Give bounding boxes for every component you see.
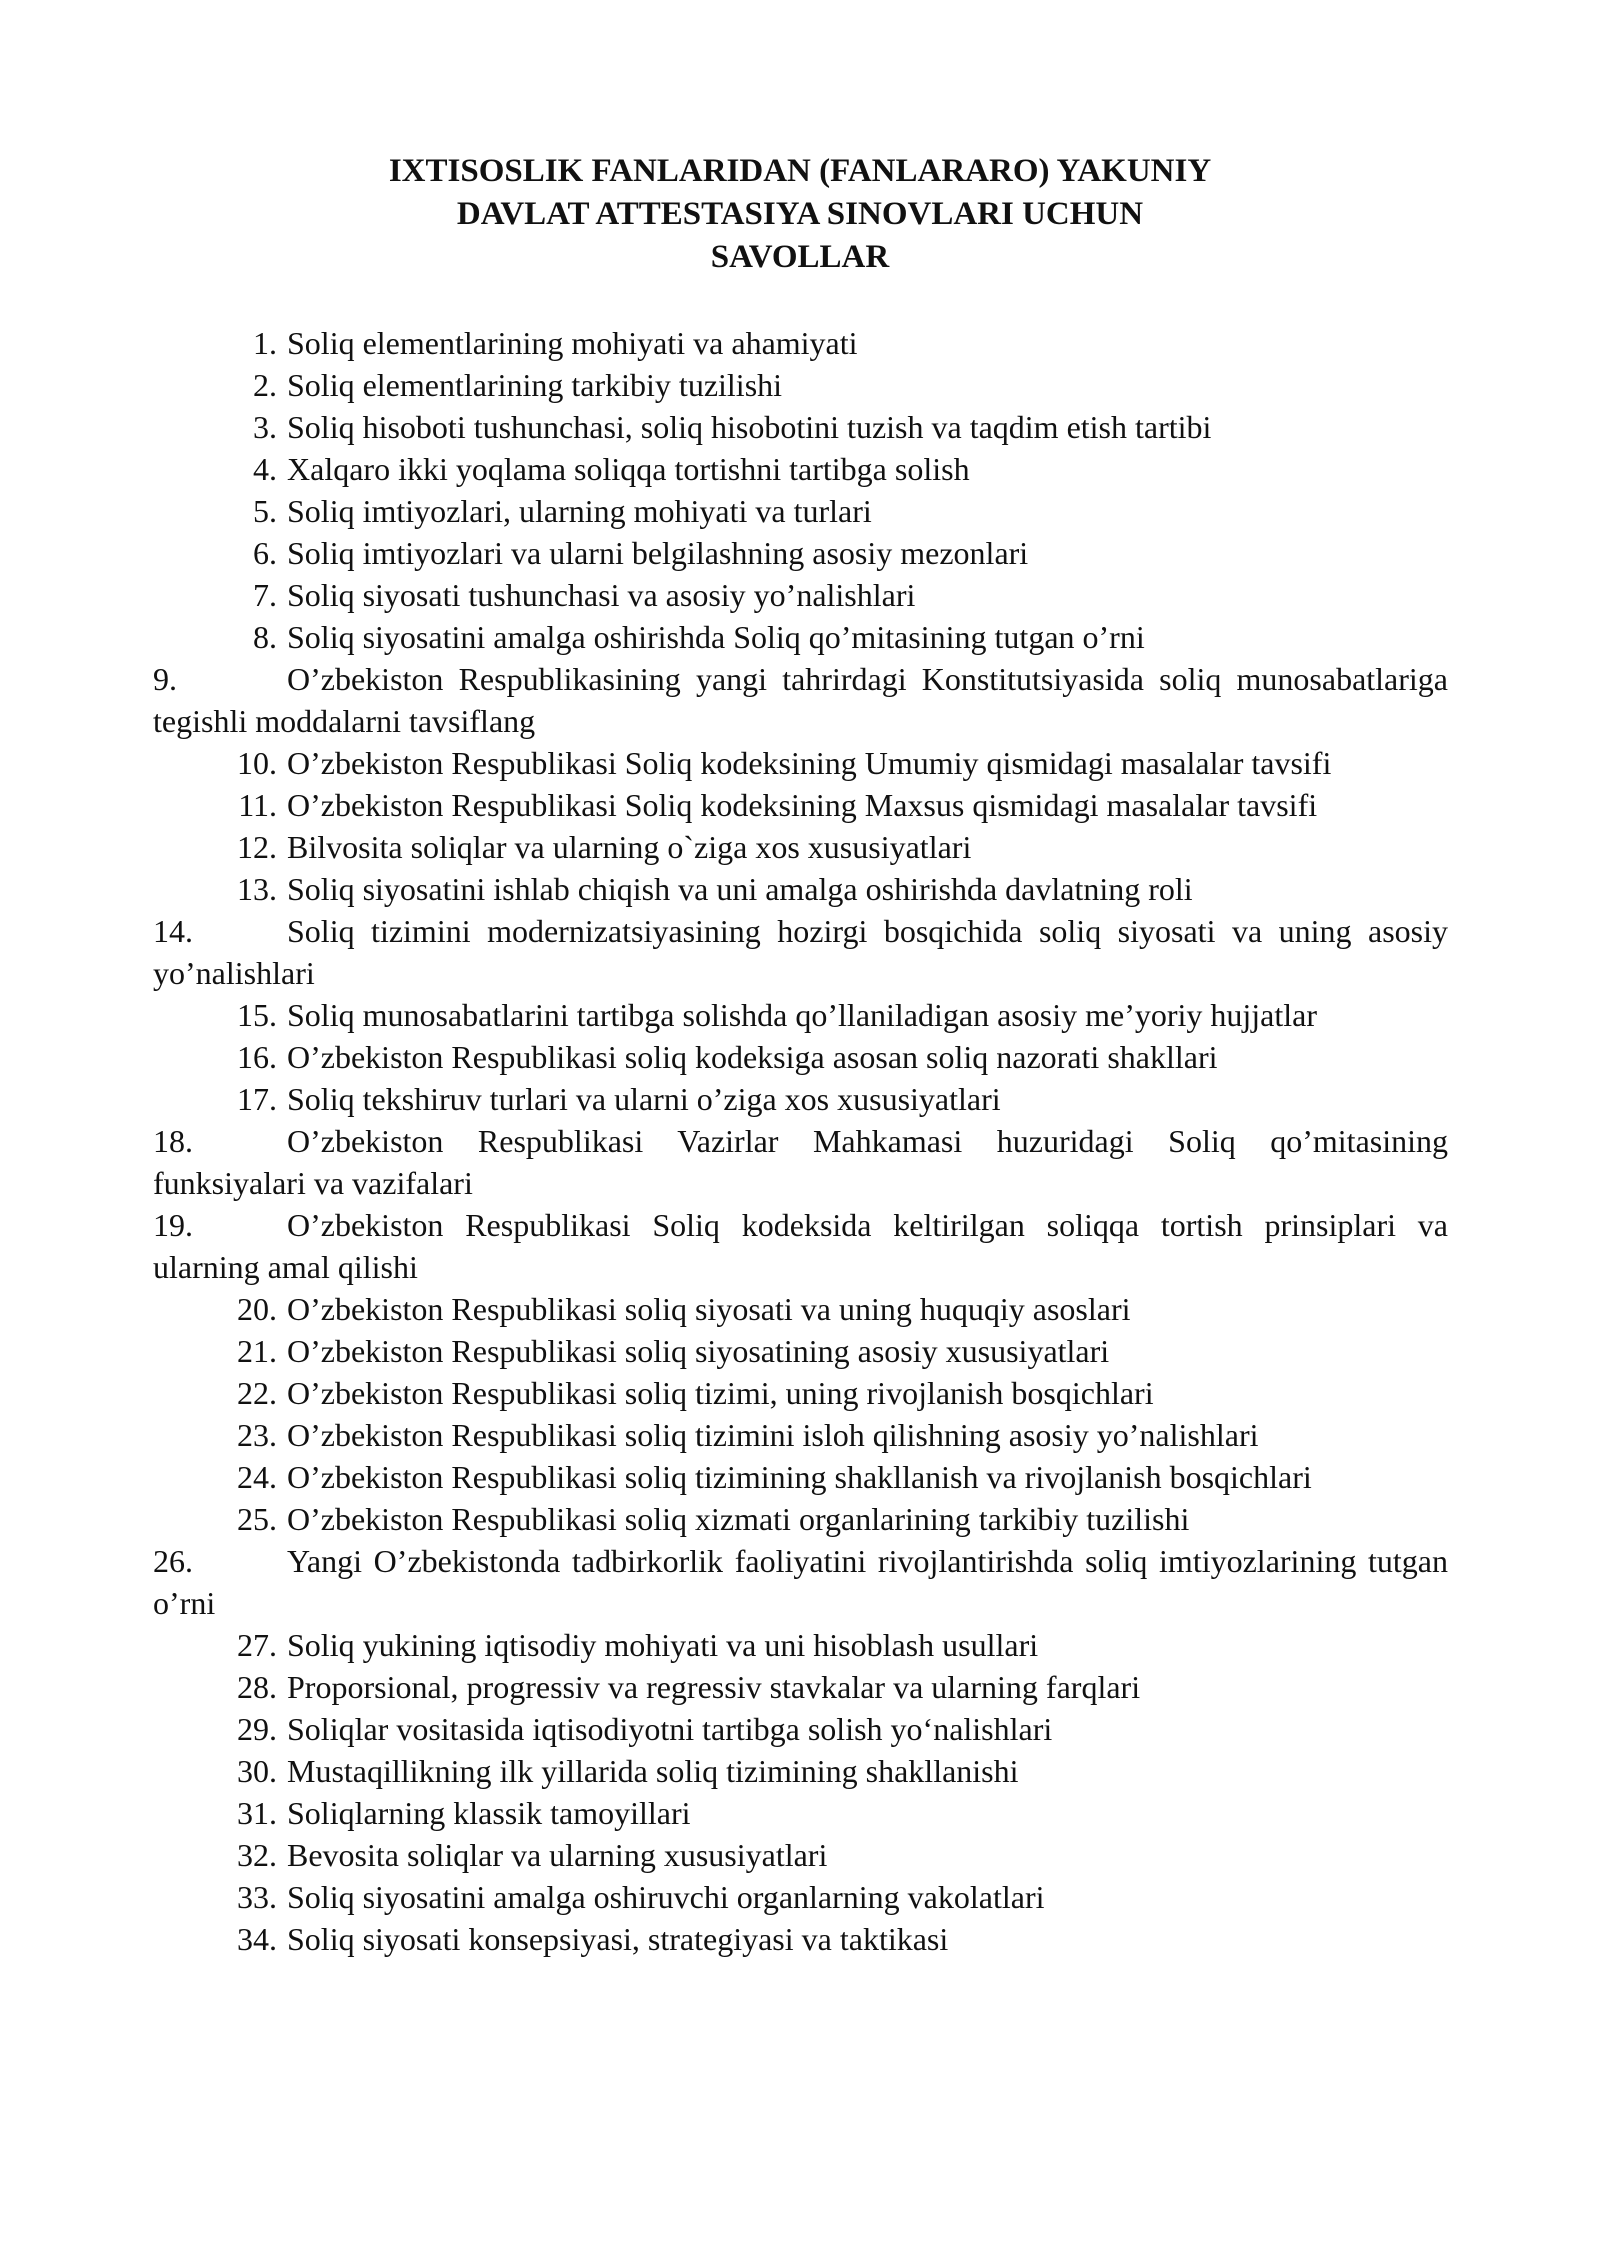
question-item: [153, 658, 1448, 742]
document-title: [0, 150, 1600, 279]
question-number: 5.: [253, 493, 277, 529]
question-item: [153, 1456, 1448, 1498]
question-text: Soliq siyosatini ishlab chiqish va uni amalga oshirishda davlatning roli: [287, 871, 1193, 907]
question-item: [153, 742, 1448, 784]
question-number: 14.: [153, 913, 193, 949]
question-item: [153, 1414, 1448, 1456]
question-number: 25.: [237, 1501, 277, 1537]
question-text: O’zbekiston Respublikasi soliq tizimi, uning rivojlanish bosqichlari: [287, 1375, 1154, 1411]
question-number: 33.: [237, 1879, 277, 1915]
question-text: O’zbekiston Respublikasi soliq siyosatining asosiy xususiyatlari: [287, 1333, 1110, 1369]
question-number: 27.: [237, 1627, 277, 1663]
question-text: O’zbekiston Respublikasi Soliq kodeksining Maxsus qismidagi masalalar tavsifi: [287, 787, 1318, 823]
question-number: 15.: [237, 997, 277, 1033]
question-text: Soliq tizimini modernizatsiyasining hozirgi bosqichida soliq siyosati va uning asosiy yo’nalishlari: [153, 913, 1448, 991]
question-text: Proporsional, progressiv va regressiv stavkalar va ularning farqlari: [287, 1669, 1141, 1705]
question-text: Soliq yukining iqtisodiy mohiyati va uni hisoblash usullari: [287, 1627, 1039, 1663]
question-text: O’zbekiston Respublikasi soliq kodeksiga asosan soliq nazorati shakllari: [287, 1039, 1218, 1075]
question-item: [153, 1204, 1448, 1288]
question-item: [153, 1708, 1448, 1750]
title-line-2: DAVLAT ATTESTASIYA SINOVLARI UCHUN: [456, 196, 1144, 232]
question-number: 23.: [237, 1417, 277, 1453]
question-text: Soliq siyosati konsepsiyasi, strategiyasi va taktikasi: [287, 1921, 949, 1957]
question-number: 29.: [237, 1711, 277, 1747]
question-text: Bilvosita soliqlar va ularning o`ziga xos xususiyatlari: [287, 829, 972, 865]
question-item: [153, 406, 1448, 448]
question-item: [153, 490, 1448, 532]
question-item: [153, 1876, 1448, 1918]
question-number: 17.: [237, 1081, 277, 1117]
question-number: 31.: [237, 1795, 277, 1831]
question-item: [153, 868, 1448, 910]
question-item: [153, 532, 1448, 574]
question-item: [153, 1792, 1448, 1834]
question-number: 10.: [237, 745, 277, 781]
question-list: [153, 322, 1448, 1960]
title-line-1: IXTISOSLIK FANLARIDAN (FANLARARO) YAKUNIY: [388, 153, 1212, 189]
question-item: [153, 1288, 1448, 1330]
question-number: 3.: [253, 409, 277, 445]
question-text: Soliqlarning klassik tamoyillari: [287, 1795, 691, 1831]
question-item: [153, 1120, 1448, 1204]
question-number: 13.: [237, 871, 277, 907]
question-text: Mustaqillikning ilk yillarida soliq tizimining shakllanishi: [287, 1753, 1019, 1789]
question-item: [153, 1624, 1448, 1666]
question-text: Soliq siyosatini amalga oshiruvchi organlarning vakolatlari: [287, 1879, 1045, 1915]
question-item: [153, 784, 1448, 826]
question-number: 34.: [237, 1921, 277, 1957]
question-item: [153, 448, 1448, 490]
question-number: 24.: [237, 1459, 277, 1495]
question-number: 12.: [237, 829, 277, 865]
question-number: 16.: [237, 1039, 277, 1075]
question-item: [153, 1540, 1448, 1624]
question-text: O’zbekiston Respublikasi Soliq kodeksida keltirilgan soliqqa tortish prinsiplari va ularning amal qilishi: [153, 1207, 1448, 1285]
question-item: [153, 574, 1448, 616]
question-text: Xalqaro ikki yoqlama soliqqa tortishni tartibga solish: [287, 451, 970, 487]
question-number: 4.: [253, 451, 277, 487]
question-number: 8.: [253, 619, 277, 655]
question-item: [153, 1078, 1448, 1120]
question-text: Soliq imtiyozlari, ularning mohiyati va turlari: [287, 493, 872, 529]
question-number: 2.: [253, 367, 277, 403]
question-number: 26.: [153, 1543, 193, 1579]
question-item: [153, 1036, 1448, 1078]
question-number: 22.: [237, 1375, 277, 1411]
question-item: [153, 322, 1448, 364]
question-item: [153, 364, 1448, 406]
question-number: 18.: [153, 1123, 193, 1159]
title-line-3: SAVOLLAR: [710, 239, 890, 275]
question-text: O’zbekiston Respublikasi soliq tizimining shakllanish va rivojlanish bosqichlari: [287, 1459, 1312, 1495]
question-text: O’zbekiston Respublikasi soliq tizimini isloh qilishning asosiy yo’nalishlari: [287, 1417, 1259, 1453]
question-text: O’zbekiston Respublikasi Vazirlar Mahkamasi huzuridagi Soliq qo’mitasining funksiyalari va vazifalari: [153, 1123, 1448, 1201]
question-number: 7.: [253, 577, 277, 613]
question-item: [153, 910, 1448, 994]
question-item: [153, 1918, 1448, 1960]
question-item: [153, 616, 1448, 658]
question-item: [153, 1372, 1448, 1414]
question-number: 6.: [253, 535, 277, 571]
question-text: Soliqlar vositasida iqtisodiyotni tartibga solish yo‘nalishlari: [287, 1711, 1053, 1747]
question-number: 1.: [253, 325, 277, 361]
question-text: Soliq hisoboti tushunchasi, soliq hisobotini tuzish va taqdim etish tartibi: [287, 409, 1212, 445]
question-item: [153, 1666, 1448, 1708]
question-text: Soliq elementlarining mohiyati va ahamiyati: [287, 325, 858, 361]
question-item: [153, 826, 1448, 868]
question-text: Soliq imtiyozlari va ularni belgilashning asosiy mezonlari: [287, 535, 1029, 571]
question-text: Soliq siyosatini amalga oshirishda Soliq qo’mitasining tutgan o’rni: [287, 619, 1145, 655]
question-text: Yangi O’zbekistonda tadbirkorlik faoliyatini rivojlantirishda soliq imtiyozlarining tutgan o’rni: [153, 1543, 1448, 1621]
question-number: 28.: [237, 1669, 277, 1705]
question-item: [153, 1834, 1448, 1876]
question-number: 20.: [237, 1291, 277, 1327]
question-number: 11.: [238, 787, 277, 823]
question-number: 30.: [237, 1753, 277, 1789]
question-text: Soliq siyosati tushunchasi va asosiy yo’nalishlari: [287, 577, 916, 613]
question-item: [153, 1750, 1448, 1792]
question-item: [153, 994, 1448, 1036]
question-text: Bevosita soliqlar va ularning xususiyatlari: [287, 1837, 828, 1873]
question-text: O’zbekiston Respublikasi soliq siyosati va uning huquqiy asoslari: [287, 1291, 1131, 1327]
question-item: [153, 1330, 1448, 1372]
question-text: O’zbekiston Respublikasi soliq xizmati organlarining tarkibiy tuzilishi: [287, 1501, 1190, 1537]
question-number: 19.: [153, 1207, 193, 1243]
question-text: O’zbekiston Respublikasining yangi tahrirdagi Konstitutsiyasida soliq munosabatlariga tegishli moddalarni tavsiflang: [153, 661, 1448, 739]
question-number: 21.: [237, 1333, 277, 1369]
question-text: O’zbekiston Respublikasi Soliq kodeksining Umumiy qismidagi masalalar tavsifi: [287, 745, 1332, 781]
question-number: 9.: [153, 661, 177, 697]
question-text: Soliq elementlarining tarkibiy tuzilishi: [287, 367, 783, 403]
question-item: [153, 1498, 1448, 1540]
question-text: Soliq munosabatlarini tartibga solishda qo’llaniladigan asosiy me’yoriy hujjatlar: [287, 997, 1318, 1033]
question-text: Soliq tekshiruv turlari va ularni o’ziga xos xususiyatlari: [287, 1081, 1001, 1117]
question-number: 32.: [237, 1837, 277, 1873]
